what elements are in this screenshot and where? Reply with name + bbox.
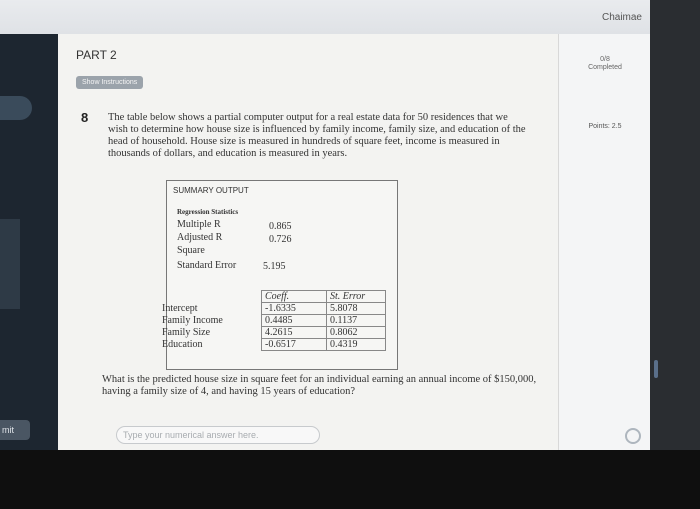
coeff-cell: 0.4485 <box>262 315 327 327</box>
question-panel <box>58 34 558 450</box>
coefficient-table <box>162 290 386 351</box>
right-panel <box>558 34 651 450</box>
question-intro: The table below shows a partial computer output for a real estate data for 50 residences that we wish to determine how house size is influenced by family income, family size, and education of the head of household. House size is measured in hundreds of square feet, income is measured in thousands of dollars, and education is measured in years. <box>108 112 526 159</box>
left-rail <box>0 34 58 450</box>
rail-nav-item[interactable] <box>0 219 20 309</box>
se-cell: 0.4319 <box>327 339 386 351</box>
stat-label: Standard Error <box>177 260 237 271</box>
table-row <box>162 339 386 351</box>
points-value: Points: 2.5 <box>588 123 622 130</box>
user-name[interactable]: Chaimae <box>601 12 642 23</box>
summary-title: SUMMARY OUTPUT <box>173 186 249 195</box>
rail-nav-item[interactable] <box>0 96 32 120</box>
table-header-coeff: Coeff. <box>262 291 327 303</box>
row-label: Family Size <box>162 327 211 338</box>
stat-label: Multiple R <box>177 219 221 230</box>
progress-count: 0/8 <box>600 56 610 63</box>
stat-value: 0.726 <box>269 234 292 245</box>
submit-button[interactable]: mit <box>0 420 30 440</box>
bottom-strip <box>0 450 700 509</box>
se-cell: 0.8062 <box>327 327 386 339</box>
question-number: 8 <box>81 110 89 125</box>
top-bar <box>0 0 700 34</box>
stat-label: Adjusted R <box>177 232 223 243</box>
numerical-answer-input[interactable] <box>116 426 320 444</box>
table-header-row <box>162 291 386 303</box>
coeff-cell: -0.6517 <box>262 339 327 351</box>
question-text: What is the predicted house size in square feet for an individual earning an annual income of $150,000, having a family size of 4, and having 15 years of education? <box>102 374 537 397</box>
window-edge <box>650 0 700 450</box>
coeff-cell: -1.6335 <box>262 303 327 315</box>
table-row <box>162 327 386 339</box>
se-cell: 0.1137 <box>327 315 386 327</box>
row-label: Family Income <box>162 315 223 326</box>
regression-stats-label: Regression Statistics <box>177 208 239 216</box>
check-circle-icon[interactable] <box>625 428 641 444</box>
stat-value: 0.865 <box>269 221 292 232</box>
scrollbar-thumb[interactable] <box>654 360 658 378</box>
table-header-blank <box>162 291 262 303</box>
table-row <box>162 315 386 327</box>
table-header-st-error: St. Error <box>327 291 386 303</box>
progress-indicator <box>559 56 651 72</box>
stat-label: Square <box>177 245 205 256</box>
coeff-cell: 4.2615 <box>262 327 327 339</box>
row-label: Intercept <box>162 303 198 314</box>
table-row <box>162 303 386 315</box>
show-instructions-button[interactable]: Show Instructions <box>76 76 143 89</box>
se-cell: 5.8078 <box>327 303 386 315</box>
part-title: PART 2 <box>76 48 117 62</box>
stat-value: 5.195 <box>263 261 286 272</box>
row-label: Education <box>162 339 203 350</box>
progress-label: Completed <box>588 64 622 71</box>
